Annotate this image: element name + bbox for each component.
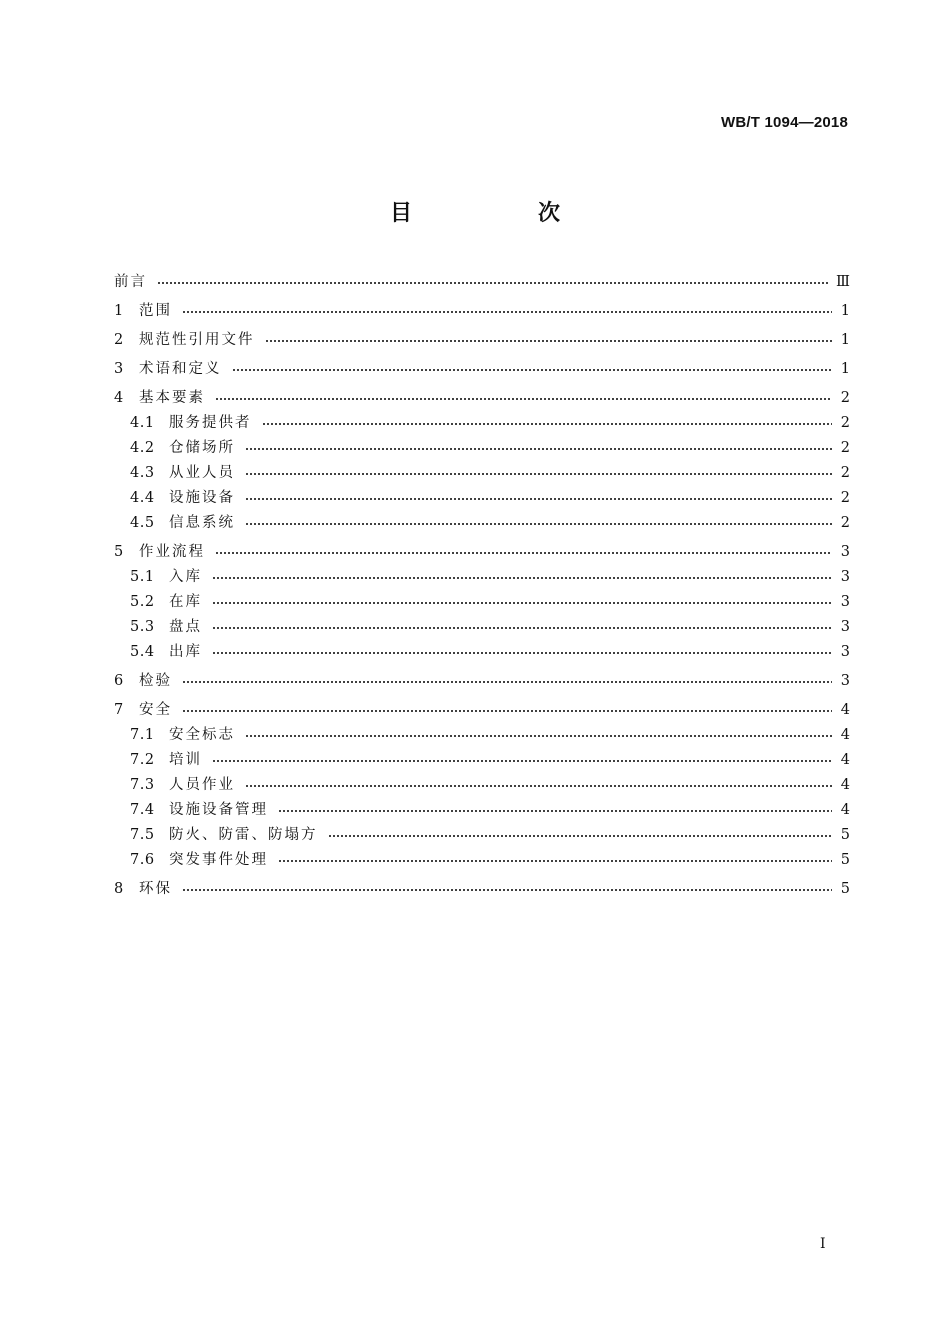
toc-entry-page: 3 [840, 644, 850, 660]
dot-leader [245, 522, 832, 526]
dot-leader [328, 834, 833, 838]
toc-entry[interactable] [114, 615, 850, 640]
toc-entry-page: 3 [840, 619, 850, 635]
dot-leader [157, 281, 828, 285]
toc-entry-number: 7.5 [130, 827, 155, 843]
toc-entry-page: 3 [840, 544, 850, 560]
toc-entry[interactable] [114, 723, 850, 748]
toc-entry[interactable] [114, 386, 850, 411]
dot-leader [212, 626, 832, 630]
toc-entry-number: 5 [114, 544, 124, 560]
dot-leader [262, 422, 833, 426]
toc-entry-number: 5.4 [130, 644, 155, 660]
toc-entry-label: 设施设备 [169, 490, 235, 506]
toc-entry-number: 5.2 [130, 594, 155, 610]
toc-entry-page: Ⅲ [836, 274, 850, 290]
toc-entry-label: 安全标志 [169, 727, 235, 743]
dot-leader [182, 310, 832, 314]
toc-entry[interactable] [114, 511, 850, 536]
toc-entry-page: 2 [840, 490, 850, 506]
dot-leader [212, 759, 832, 763]
dot-leader [245, 734, 832, 738]
toc-entry-label: 在库 [169, 594, 202, 610]
toc-entry-number: 4.4 [130, 490, 155, 506]
toc-entry-label: 培训 [169, 752, 202, 768]
toc-entry-label: 从业人员 [169, 465, 235, 481]
toc-entry-page: 1 [840, 332, 850, 348]
standard-code: WB/T 1094—2018 [720, 114, 848, 131]
toc-entry-number: 7.4 [130, 802, 155, 818]
toc-entry-label: 安全 [139, 702, 172, 718]
toc-entry-label: 盘点 [169, 619, 202, 635]
toc-entry-label: 术语和定义 [139, 361, 222, 377]
toc-entry-page: 5 [840, 852, 850, 868]
toc-entry-number: 2 [114, 332, 124, 348]
dot-leader [245, 784, 832, 788]
toc-entry-number: 4.3 [130, 465, 155, 481]
toc-entry[interactable] [114, 748, 850, 773]
toc-entry-page: 4 [840, 777, 850, 793]
dot-leader [212, 651, 832, 655]
toc-entry-number: 5.3 [130, 619, 155, 635]
toc-entry-page: 3 [840, 673, 850, 689]
toc-entry-label: 规范性引用文件 [139, 332, 255, 348]
toc-entry-label: 人员作业 [169, 777, 235, 793]
toc-entry[interactable] [114, 877, 850, 902]
toc-entry[interactable] [114, 461, 850, 486]
toc-entry[interactable] [114, 698, 850, 723]
toc-entry-page: 2 [840, 515, 850, 531]
dot-leader [182, 888, 832, 892]
toc-entry-label: 防火、防雷、防塌方 [169, 827, 318, 843]
toc-entry-label: 突发事件处理 [169, 852, 268, 868]
toc-entry-page: 2 [840, 415, 850, 431]
toc-entry[interactable] [114, 565, 850, 590]
dot-leader [245, 472, 832, 476]
toc-entry[interactable] [114, 590, 850, 615]
toc-entry-label: 范围 [139, 303, 172, 319]
toc-entry-page: 2 [840, 465, 850, 481]
toc-entry-page: 1 [840, 303, 850, 319]
toc-entry-page: 5 [840, 881, 850, 897]
dot-leader [182, 680, 832, 684]
dot-leader [182, 709, 832, 713]
toc-entry-page: 1 [840, 361, 850, 377]
toc-entry-number: 4 [114, 390, 124, 406]
toc-entry[interactable] [114, 669, 850, 694]
toc-entry[interactable] [114, 299, 850, 324]
toc-entry-number: 6 [114, 673, 124, 689]
toc-entry-number: 1 [114, 303, 124, 319]
dot-leader [278, 809, 832, 813]
table-of-contents [114, 270, 850, 902]
toc-entry[interactable] [114, 773, 850, 798]
dot-leader [245, 447, 832, 451]
toc-entry[interactable] [114, 640, 850, 665]
toc-entry-page: 4 [840, 727, 850, 743]
dot-leader [215, 397, 832, 401]
dot-leader [232, 368, 833, 372]
toc-entry-number: 3 [114, 361, 124, 377]
toc-entry-page: 3 [840, 569, 850, 585]
toc-entry-number: 7.2 [130, 752, 155, 768]
toc-entry[interactable] [114, 270, 850, 295]
toc-entry[interactable] [114, 328, 850, 353]
toc-entry-label: 环保 [139, 881, 172, 897]
toc-entry-label: 设施设备管理 [169, 802, 268, 818]
toc-entry-page: 5 [840, 827, 850, 843]
toc-entry[interactable] [114, 848, 850, 873]
toc-entry-number: 7.6 [130, 852, 155, 868]
dot-leader [245, 497, 832, 501]
toc-entry-page: 2 [840, 440, 850, 456]
toc-entry-label: 基本要素 [139, 390, 205, 406]
toc-entry[interactable] [114, 540, 850, 565]
footer-page-number: I [820, 1236, 826, 1252]
toc-entry-label: 服务提供者 [169, 415, 252, 431]
toc-entry-number: 8 [114, 881, 124, 897]
toc-entry-label: 信息系统 [169, 515, 235, 531]
toc-entry-number: 4.2 [130, 440, 155, 456]
dot-leader [215, 551, 832, 555]
toc-entry[interactable] [114, 486, 850, 511]
toc-entry-number: 5.1 [130, 569, 155, 585]
toc-entry-number: 7 [114, 702, 124, 718]
dot-leader [212, 576, 832, 580]
toc-entry-number: 4.1 [130, 415, 155, 431]
toc-entry-page: 3 [840, 594, 850, 610]
toc-entry-label: 检验 [139, 673, 172, 689]
toc-entry-page: 4 [840, 752, 850, 768]
dot-leader [265, 339, 833, 343]
toc-entry-label: 仓储场所 [169, 440, 235, 456]
toc-entry-label: 作业流程 [139, 544, 205, 560]
toc-entry[interactable] [114, 411, 850, 436]
toc-entry[interactable] [114, 823, 850, 848]
dot-leader [212, 601, 832, 605]
toc-entry[interactable] [114, 436, 850, 461]
toc-entry-number: 7.3 [130, 777, 155, 793]
page-title: 目 次 [389, 201, 612, 226]
toc-entry-page: 2 [840, 390, 850, 406]
toc-entry-page: 4 [840, 702, 850, 718]
dot-leader [278, 859, 832, 863]
toc-entry[interactable] [114, 357, 850, 382]
toc-entry[interactable] [114, 798, 850, 823]
toc-entry-label: 前言 [114, 274, 147, 290]
toc-entry-page: 4 [840, 802, 850, 818]
toc-entry-number: 4.5 [130, 515, 155, 531]
toc-entry-number: 7.1 [130, 727, 155, 743]
toc-entry-label: 出库 [169, 644, 202, 660]
toc-entry-label: 入库 [169, 569, 202, 585]
